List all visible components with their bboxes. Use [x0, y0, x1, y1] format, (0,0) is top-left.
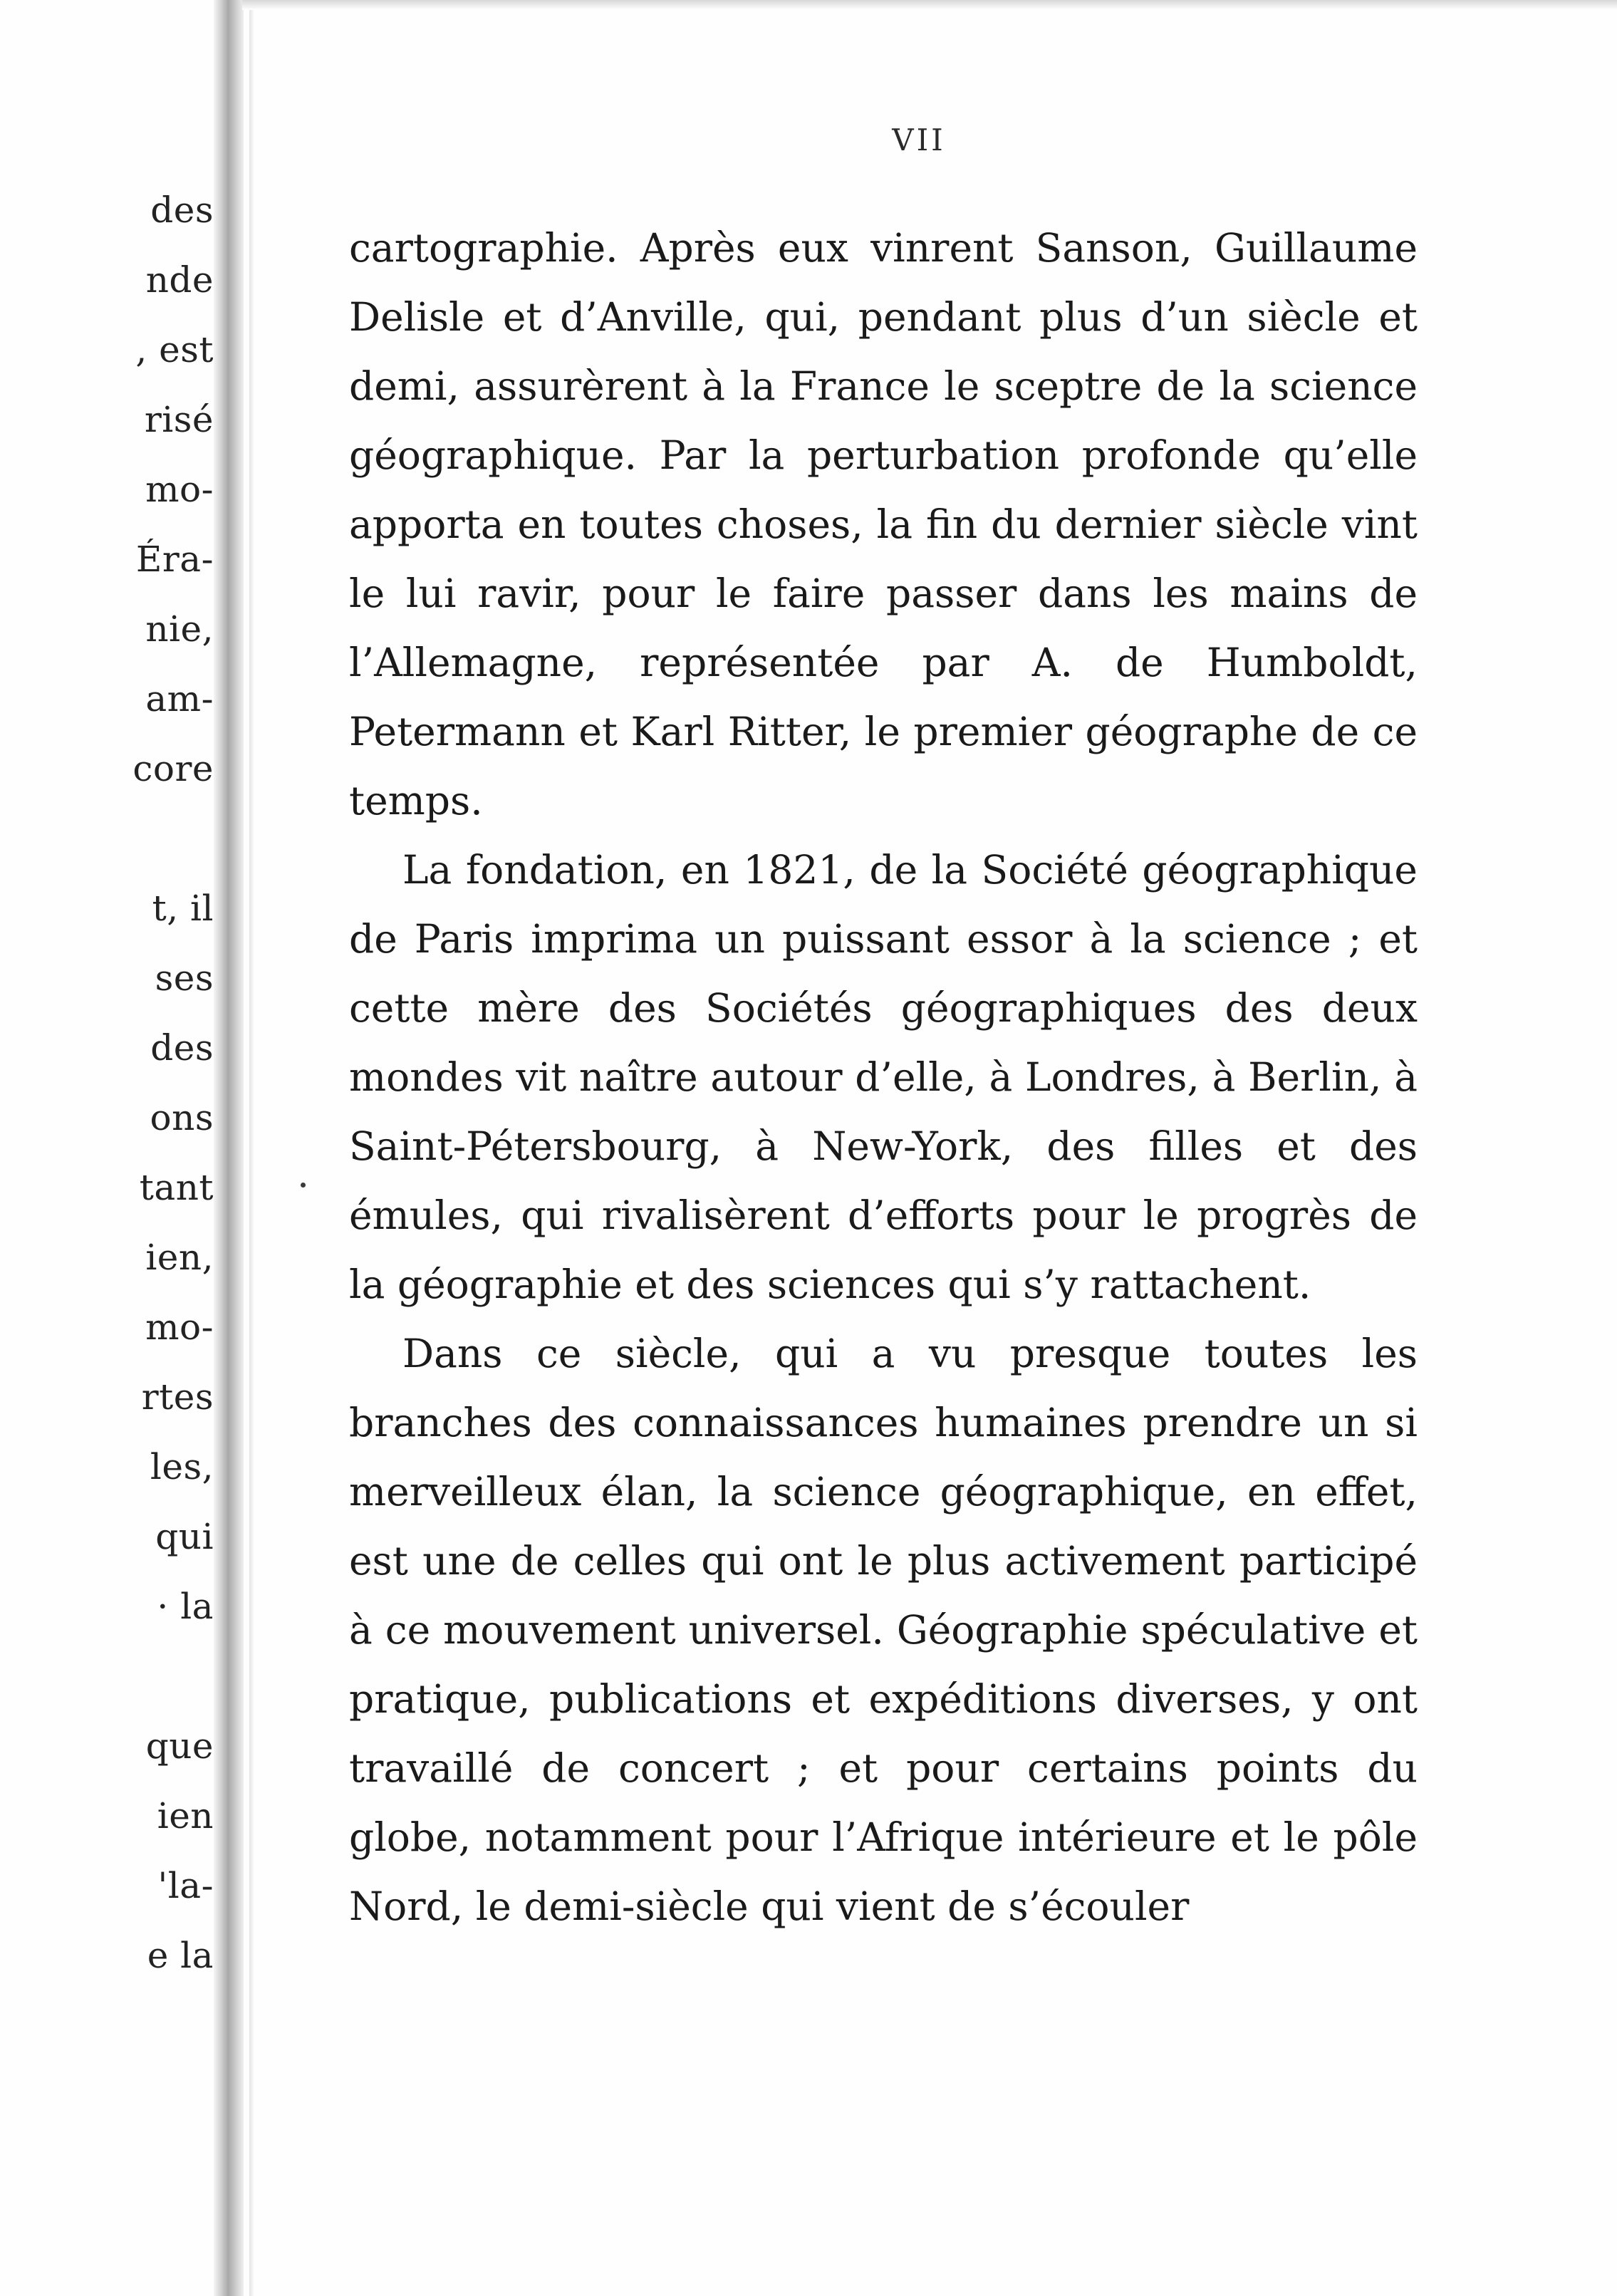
page-number: VII [892, 123, 946, 157]
facing-line: , est [135, 329, 214, 370]
facing-line: mo- [145, 1307, 214, 1348]
facing-line: des [150, 1027, 214, 1069]
facing-line: qui [155, 1516, 214, 1557]
facing-line: t, il [152, 888, 214, 929]
book-gutter [214, 0, 244, 2296]
facing-line: les, [150, 1446, 214, 1487]
facing-line: ses [155, 957, 214, 999]
facing-line: ons [150, 1097, 214, 1138]
facing-line: que [145, 1725, 214, 1767]
facing-line: nie, [145, 608, 214, 650]
paragraph-1: cartographie. Après eux vinrent Sanson, Guillaume Delisle et d’Anville, qui, pendant plus d’un siècle et demi, assurèrent à la France le sceptre de la science géographique. Par la perturbation profonde qu’elle apporta en toutes choses, la fin du dernier siècle vint le lui ravir, pour le faire passer dans les mains de l’Allemagne, représentée par A. de Humboldt, Petermann et Karl Ritter, le premier géographe de ce temps. [349, 225, 1418, 824]
facing-line: Éra- [135, 539, 214, 580]
facing-line: rtes [141, 1376, 214, 1418]
facing-line: ien, [145, 1237, 214, 1278]
facing-line: 'la- [157, 1865, 214, 1906]
facing-line: core [132, 748, 214, 789]
facing-line: am- [145, 678, 214, 720]
main-page [256, 0, 1617, 2296]
facing-line: ien [157, 1795, 214, 1837]
gutter-edge [249, 0, 254, 2296]
facing-line: des [150, 189, 214, 231]
facing-line: · la [157, 1586, 214, 1627]
facing-line: risé [144, 399, 214, 440]
body-text [349, 214, 1418, 1941]
facing-line: nde [145, 259, 214, 301]
facing-page-fragment [0, 0, 214, 2296]
facing-line: mo- [145, 469, 214, 510]
paragraph-3: Dans ce siècle, qui a vu presque toutes les branches des connaissances humaines prendre un si merveilleux élan, la science géographique, en effet, est une de celles qui ont le plus activement participé à ce mouvement universel. Géographie spéculative et pratique, publications et expéditions diverses, y ont travaillé de concert ; et pour certains points du globe, notamment pour l’Afrique intérieure et le pôle Nord, le demi-siècle qui vient de s’écouler [349, 1331, 1418, 1929]
paragraph-2: La fondation, en 1821, de la Société géographique de Paris imprima un puissant essor à la science ; et cette mère des Sociétés géographiques des deux mondes vit naître autour d’elle, à Londres, à Berlin, à Saint-Pétersbourg, à New-York, des filles et des émules, qui rivalisèrent d’efforts pour le progrès de la géographie et des sciences qui s’y rattachent. [349, 847, 1418, 1307]
facing-line: tant [139, 1167, 214, 1208]
scan-speck [301, 1183, 306, 1188]
facing-line: e la [147, 1935, 214, 1976]
